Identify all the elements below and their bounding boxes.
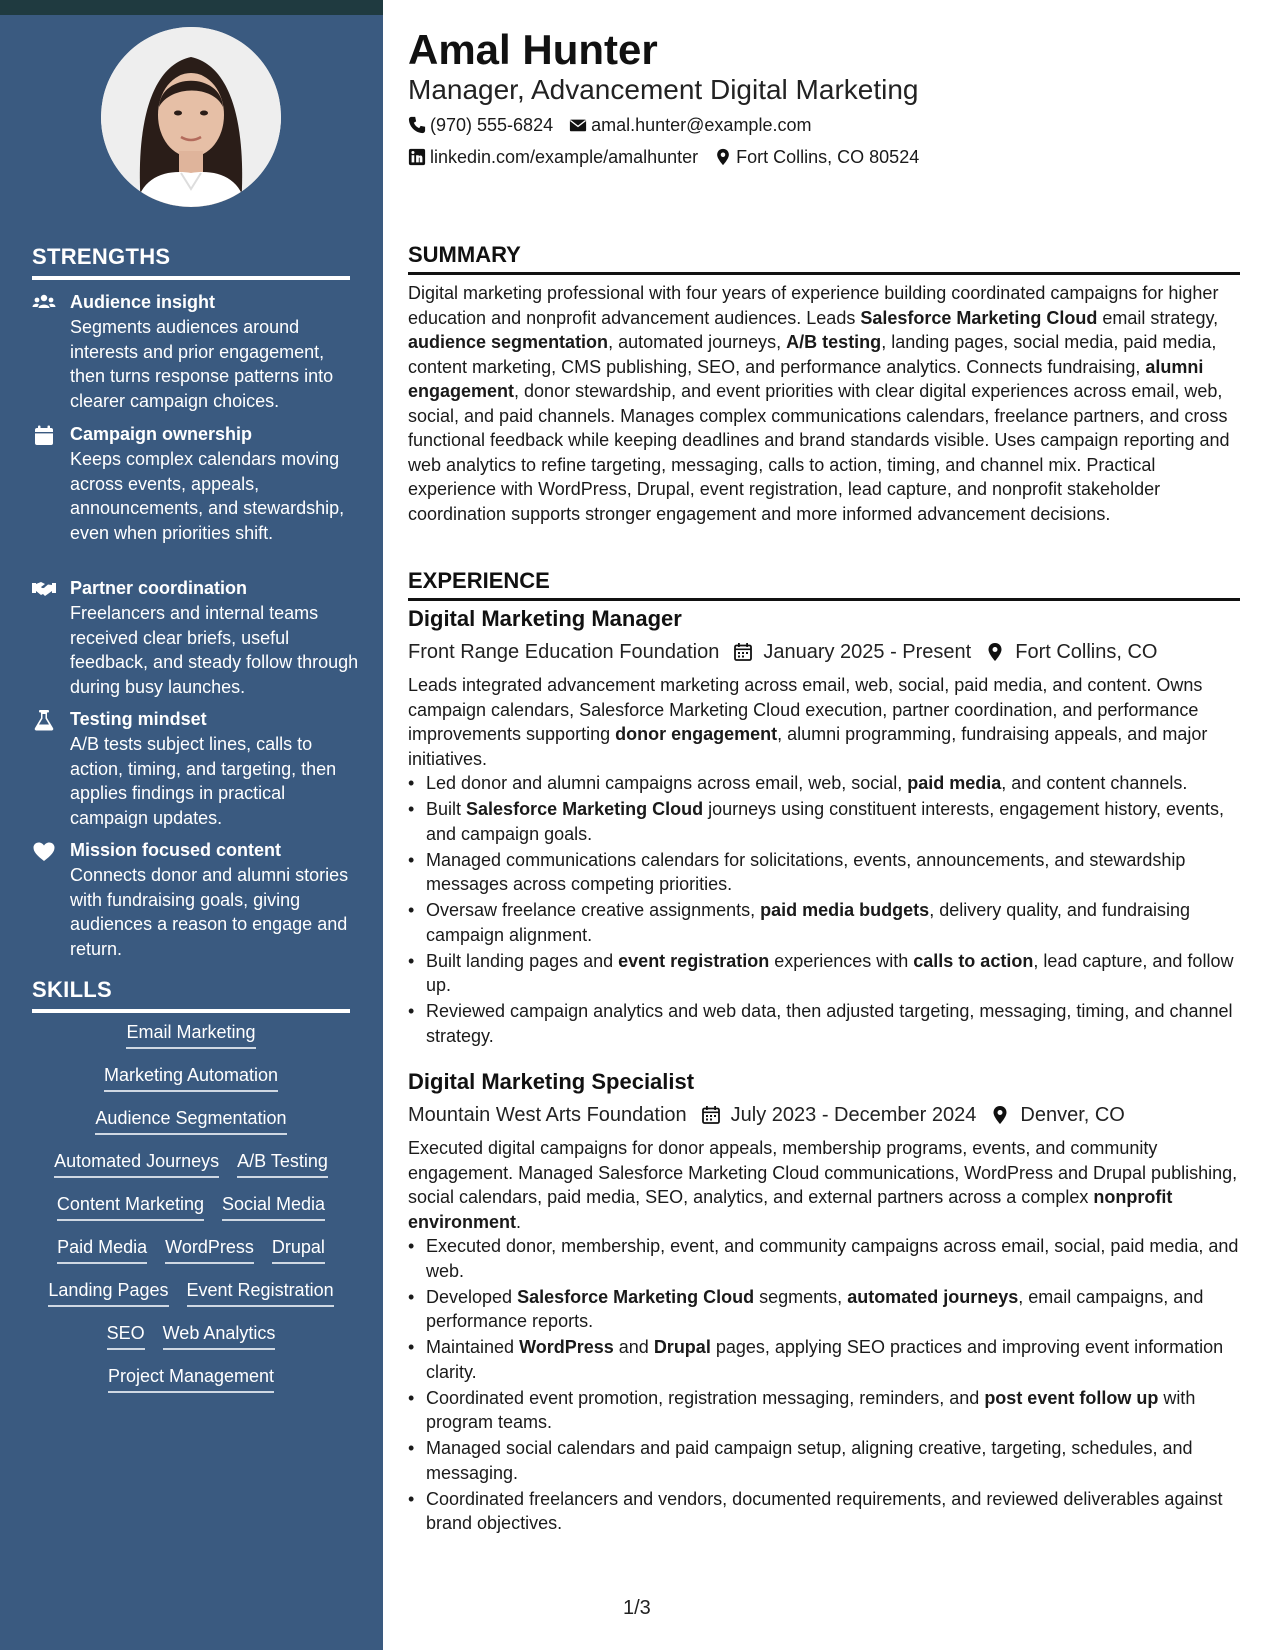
skill-tag: Drupal — [272, 1235, 325, 1264]
contact-row-2 — [408, 145, 919, 169]
summary-text: Digital marketing professional with four years of experience building coordinated campaigns for higher education and nonprofit advancement audiences. Leads Salesforce Marketing Cloud email strategy, audience segmentation, automated journeys, A/B testing, landing pages, social media, paid media, content marketing, CMS publishing, SEO, and performance analytics. Connects fundraising, alumni engagement, donor stewardship, and event priorities with clear digital experiences across email, web, social, and paid channels. Manages complex communications calendars, freelance partners, and cross functional feedback while keeping deadlines and brand standards visible. Uses campaign reporting and web analytics to refine targeting, messaging, calls to action, timing, and channel mix. Practical experience with WordPress, Drupal, event registration, lead capture, and nonprofit stakeholder coordination supports stronger engagement and more informed advancement decisions. — [408, 283, 1230, 524]
email-contact[interactable] — [569, 113, 811, 137]
skill-row — [32, 1149, 350, 1178]
strength-title: Audience insight — [70, 292, 216, 312]
summary-heading: SUMMARY — [408, 242, 1240, 275]
flask-icon — [32, 709, 56, 731]
sidebar-top-bar — [0, 0, 383, 15]
contact-row-1 — [408, 113, 811, 137]
skill-row — [32, 1321, 350, 1350]
job-bullet: • Oversaw freelance creative assignments, paid media budgets, delivery quality, and fundraising campaign alignment. — [426, 898, 1258, 947]
strength-description: Connects donor and alumni stories with fundraising goals, giving audiences a reason to engage and return. — [70, 865, 349, 959]
job-bullet: • Built landing pages and event registration experiences with calls to action, lead capture, and follow up. — [426, 949, 1258, 998]
strength-title: Testing mindset — [70, 709, 207, 729]
skill-row — [32, 1364, 350, 1393]
heart-icon — [32, 840, 56, 862]
job-bullet: • Coordinated freelancers and vendors, documented requirements, and reviewed deliverables against brand objectives. — [426, 1487, 1258, 1536]
candidate-title: Manager, Advancement Digital Marketing — [408, 74, 919, 105]
strength-title: Partner coordination — [70, 578, 248, 598]
calendar-icon — [32, 424, 56, 446]
skill-tag: Landing Pages — [48, 1278, 168, 1307]
skill-tag: Marketing Automation — [104, 1063, 278, 1092]
job-meta — [408, 1102, 1125, 1128]
skill-tag: Content Marketing — [57, 1192, 204, 1221]
calendar-icon — [733, 642, 753, 662]
strength-description: Freelancers and internal teams received clear briefs, useful feedback, and steady follow through during busy launches. — [70, 603, 359, 697]
skill-tag: SEO — [107, 1321, 145, 1350]
job-bullet: • Coordinated event promotion, registration messaging, reminders, and post event follow up with program teams. — [426, 1386, 1258, 1435]
job-bullet: • Executed donor, membership, event, and community campaigns across email, social, paid media, and web. — [426, 1234, 1258, 1283]
envelope-icon — [569, 116, 587, 134]
map-pin-icon — [714, 148, 732, 166]
job-bullet: • Reviewed campaign analytics and web data, then adjusted targeting, messaging, timing, and channel strategy. — [426, 999, 1258, 1048]
skill-row — [32, 1278, 350, 1307]
strength-description: A/B tests subject lines, calls to action, timing, and targeting, then applies findings in practical campaign updates. — [70, 734, 337, 828]
sidebar — [0, 15, 383, 1650]
skill-tag: Automated Journeys — [54, 1149, 219, 1178]
skill-tag: WordPress — [165, 1235, 254, 1264]
skill-tag: Event Registration — [187, 1278, 334, 1307]
strength-title: Campaign ownership — [70, 424, 253, 444]
candidate-name: Amal Hunter — [408, 26, 658, 73]
skill-row — [32, 1192, 350, 1221]
linkedin-text: linkedin.com/example/amalhunter — [430, 147, 699, 167]
phone-text: (970) 555-6824 — [430, 115, 554, 135]
job-dates: January 2025 - Present — [763, 641, 972, 663]
job-title: Digital Marketing Manager — [408, 606, 682, 631]
strength-description: Segments audiences around interests and prior engagement, then turns response patterns into clearer campaign choices. — [70, 317, 334, 411]
skill-tag: A/B Testing — [237, 1149, 328, 1178]
job-bullet: • Developed Salesforce Marketing Cloud segments, automated journeys, email campaigns, and performance reports. — [426, 1285, 1258, 1334]
phone-contact[interactable] — [408, 113, 553, 137]
skill-tag: Email Marketing — [126, 1020, 255, 1049]
job-description: Executed digital campaigns for donor appeals, membership programs, events, and community engagement. Managed Salesforce Marketing Cloud communications, WordPress and Drupal publishing, social calendars, paid media, SEO, analytics, and external partners across a complex nonprofit environment. — [408, 1138, 1238, 1232]
job-bullets — [408, 771, 1258, 1050]
skill-tag: Web Analytics — [163, 1321, 276, 1350]
skill-tag: Audience Segmentation — [95, 1106, 286, 1135]
strengths-heading: STRENGTHS — [32, 244, 350, 280]
skill-tag: Paid Media — [57, 1235, 147, 1264]
email-text: amal.hunter@example.com — [591, 115, 812, 135]
linkedin-icon — [408, 148, 426, 166]
phone-icon — [408, 116, 426, 134]
skill-row — [32, 1235, 350, 1264]
map-pin-icon — [985, 642, 1005, 662]
job-bullet: • Managed social calendars and paid campaign setup, aligning creative, targeting, schedules, and messaging. — [426, 1436, 1258, 1485]
skill-tag: Social Media — [222, 1192, 325, 1221]
job-company: Mountain West Arts Foundation — [408, 1104, 687, 1126]
page-number: 1/3 — [623, 1597, 651, 1619]
job-company: Front Range Education Foundation — [408, 641, 720, 663]
experience-heading: EXPERIENCE — [408, 568, 1240, 601]
job-title: Digital Marketing Specialist — [408, 1069, 695, 1094]
job-location: Denver, CO — [1020, 1104, 1125, 1126]
strength-description: Keeps complex calendars moving across events, appeals, announcements, and stewardship, even when priorities shift. — [70, 449, 345, 543]
profile-photo — [101, 27, 281, 207]
job-bullet: • Led donor and alumni campaigns across email, web, social, paid media, and content channels. — [426, 771, 1258, 796]
job-description: Leads integrated advancement marketing across email, web, social, paid media, and content. Owns campaign calendars, Salesforce Marketing Cloud execution, partner coordination, and performance improvements supporting donor engagement, alumni programming, fundraising appeals, and major initiatives. — [408, 675, 1208, 769]
skill-row — [32, 1020, 350, 1049]
job-bullets — [408, 1234, 1258, 1537]
skill-row — [32, 1106, 350, 1135]
job-location: Fort Collins, CO — [1015, 641, 1158, 663]
job-bullet: • Built Salesforce Marketing Cloud journeys using constituent interests, engagement history, events, and campaign goals. — [426, 797, 1258, 846]
skill-row — [32, 1063, 350, 1092]
map-pin-icon — [990, 1105, 1010, 1125]
users-icon — [32, 292, 56, 314]
job-meta — [408, 639, 1157, 665]
job-dates: July 2023 - December 2024 — [730, 1104, 977, 1126]
location-contact — [714, 145, 919, 169]
skills-heading: SKILLS — [32, 977, 350, 1013]
handshake-icon — [32, 578, 56, 600]
job-bullet: • Maintained WordPress and Drupal pages, applying SEO practices and improving event information clarity. — [426, 1335, 1258, 1384]
job-bullet: • Managed communications calendars for solicitations, events, announcements, and stewardship messages across competing priorities. — [426, 848, 1258, 897]
skill-tag: Project Management — [108, 1364, 274, 1393]
linkedin-contact[interactable] — [408, 145, 698, 169]
calendar-icon — [701, 1105, 721, 1125]
location-text: Fort Collins, CO 80524 — [736, 147, 920, 167]
strength-title: Mission focused content — [70, 840, 282, 860]
